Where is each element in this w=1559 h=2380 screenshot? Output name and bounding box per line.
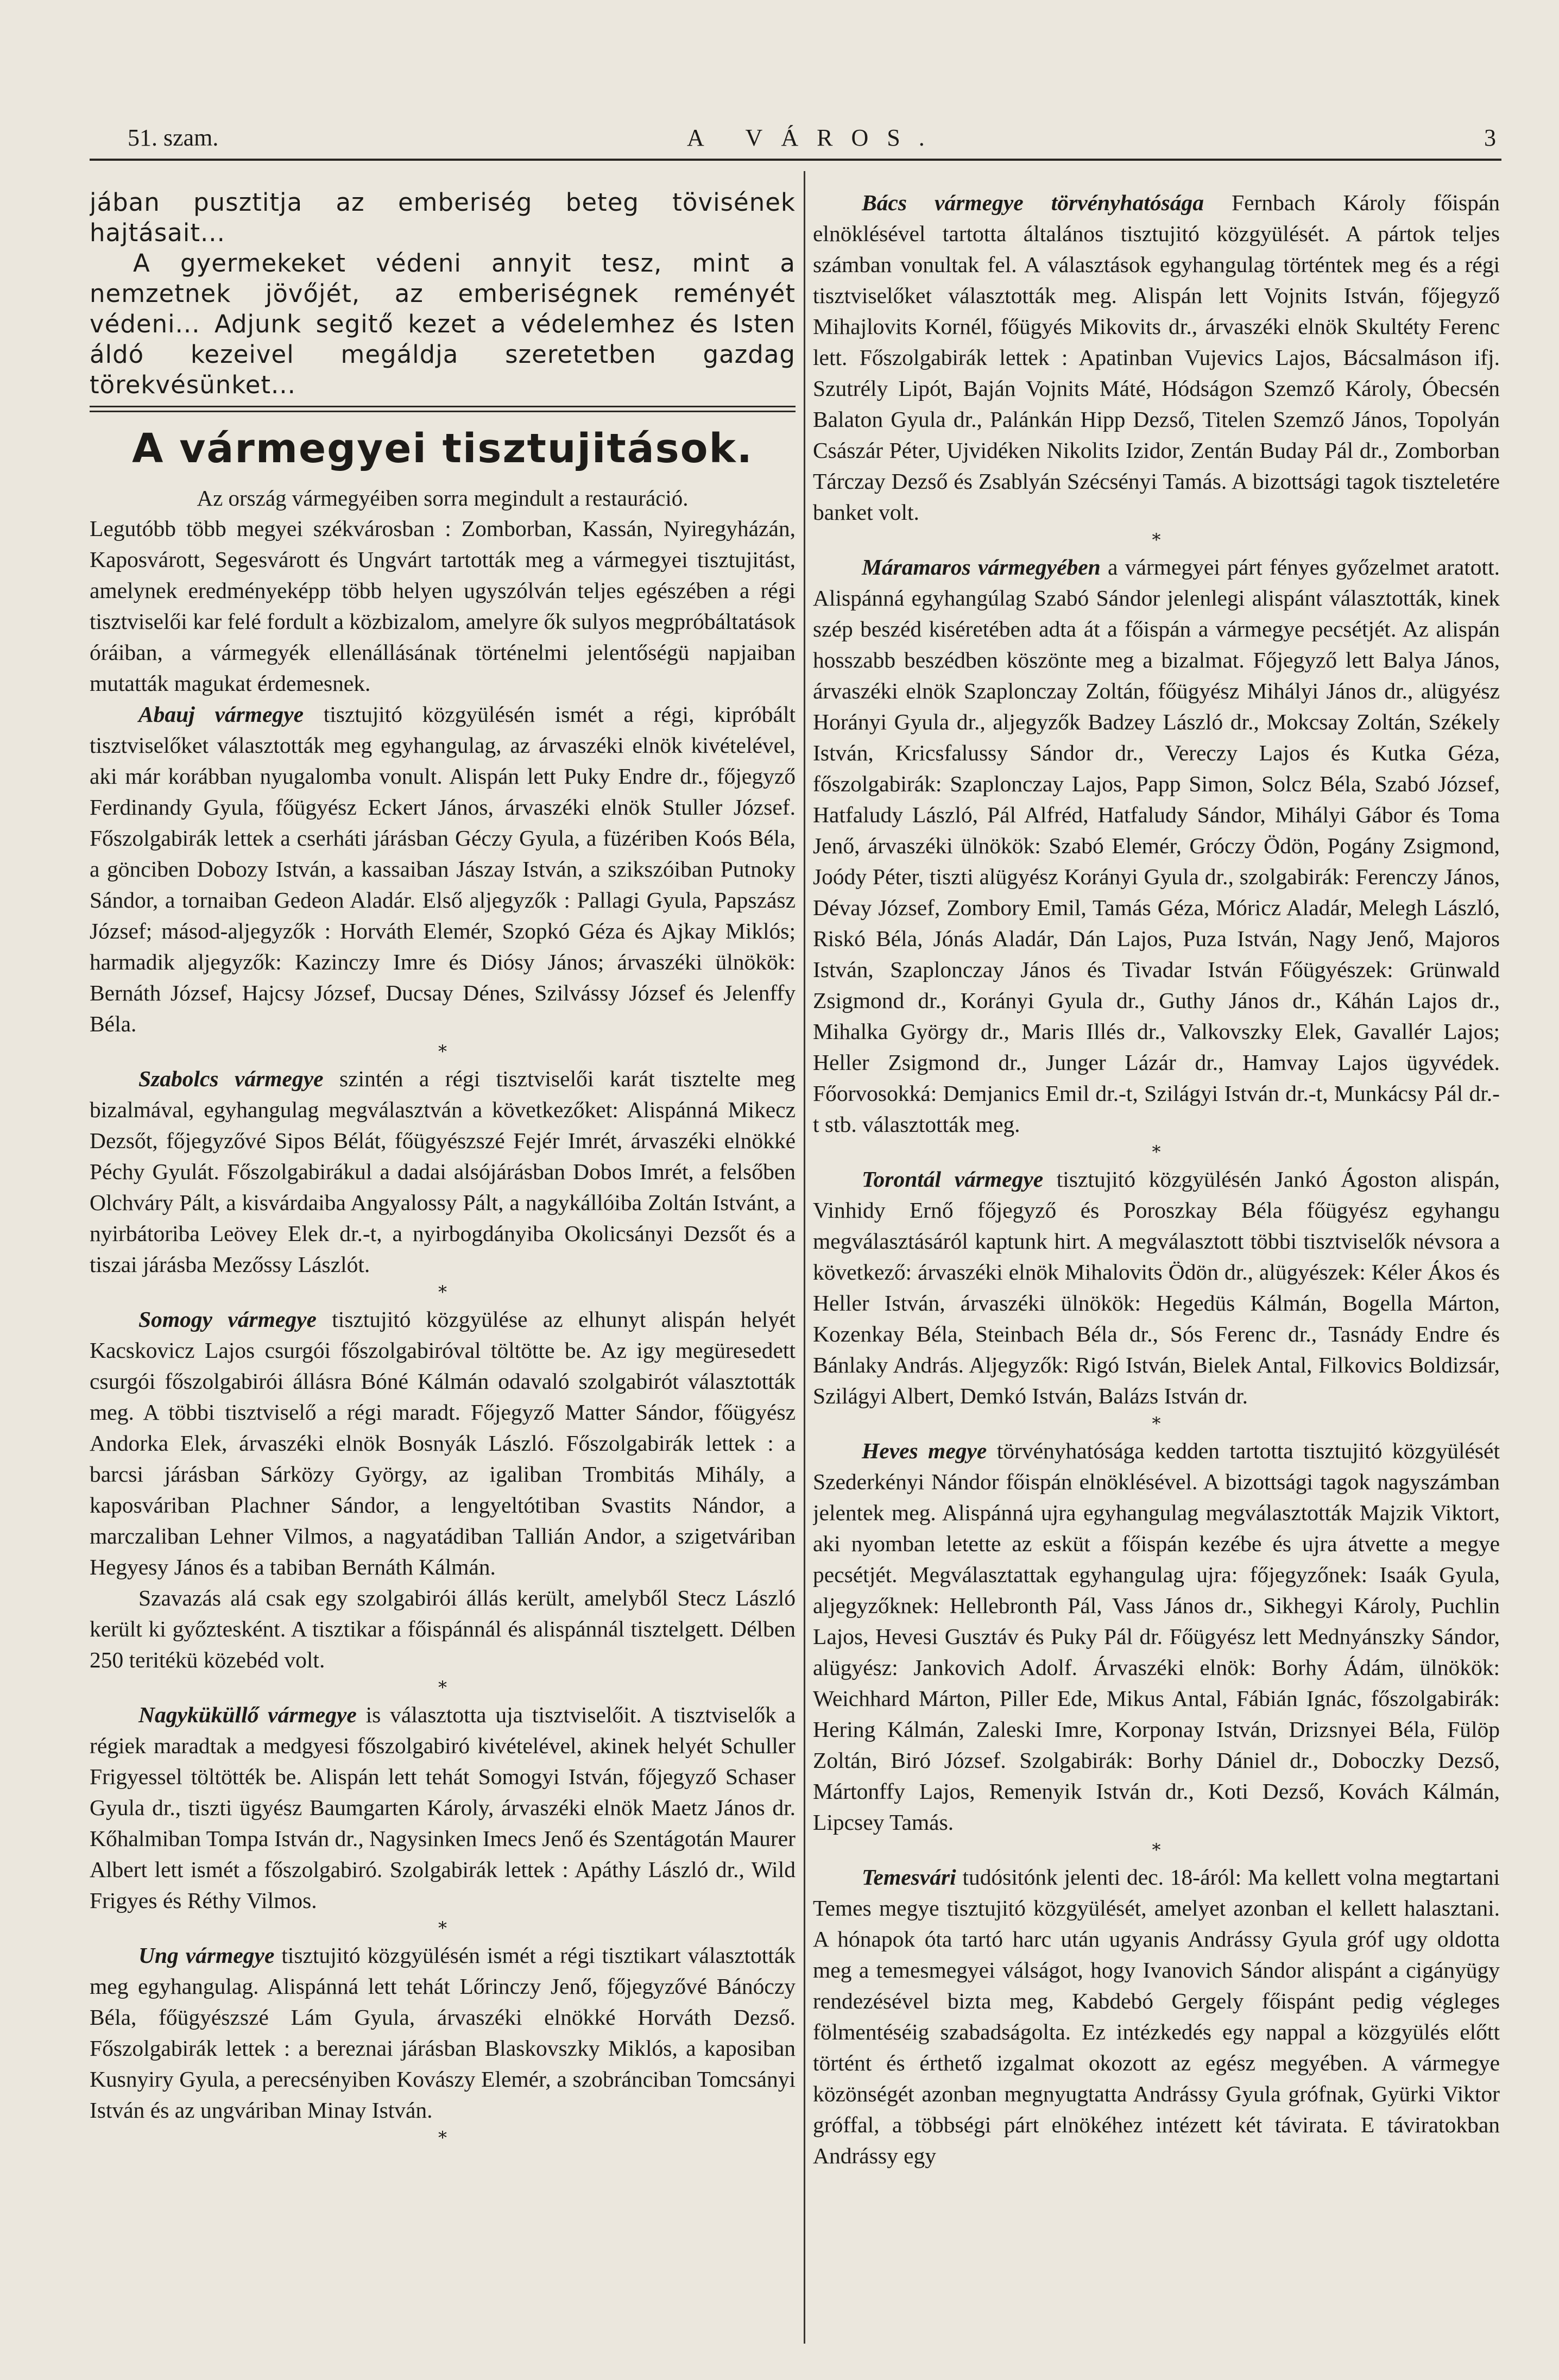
paragraph-text: Legutóbb több megyei székvárosban : Zomborban, Kassán, Nyiregyházán, Kaposvárott, Segesvárott és Ungvárt tartották meg a vármegyei tisztujitást, amelynek eredményeképp több helyen ugyszólván teljes egészében a régi tisztviselői kar felé fordult a közbizalom, amelyre ők sulyos megpróbáltatások óráiban, a vármegyék ellenállásának történelmi jelentőségü napjaiban mutatták magukat érdemesnek. <box>90 516 796 696</box>
article-paragraph <box>813 1435 1500 1838</box>
paragraph-text: tisztujitó közgyülésén ismét a régi, kipróbált tisztviselőket választották meg egyhangulag, az árvaszéki elnök kivételével, aki már korábban nyugalomba vonult. Alispán lett Puky Endre dr., főjegyző Ferdinandy Gyula, főügyész Eckert János, árvaszéki elnök Stuller József. Főszolgabirák lettek a cserháti járásban Géczy Gyula, a füzériben Koós Béla, a gönciben Dobozy István, a kassaiban Jászay István, a szikszóiban Putnoky Sándor, a tornaiban Gedeon Aladár. Első aljegyzők : Pallagi Gyula, Papszász József; másod-aljegyzők : Horváth Elemér, Szopkó Géza és Ajkay Miklós; harmadik aljegyzők: Kazinczy Imre és Diósy János; árvaszéki ülnökök: Bernáth József, Hajcsy József, Ducsay Dénes, Szilvássy József és Jelenffy Béla. <box>90 702 796 1036</box>
section-star: * <box>1152 1840 1161 1860</box>
right-column <box>813 187 1500 2354</box>
issue-number: 51. szam. <box>128 124 219 151</box>
article-paragraph <box>813 552 1500 1140</box>
section-star: * <box>1152 1142 1161 1162</box>
section-star: * <box>438 1918 447 1938</box>
page-number: 3 <box>1484 124 1496 151</box>
article-title: A vármegyei tisztujitások. <box>132 425 753 472</box>
county-name: Heves megye <box>862 1438 987 1463</box>
paragraph-text: tudósitónk jelenti dec. 18-áról: Ma kellett volna megtartani Temes megye tisztujitó közgyülését, amelyet azonban el kellett halasztani. A hónapok óta tartó harc után ugyanis Andrássy Gyula gróf ugy oldotta meg a temesmegyei válságot, hogy Ivanovich Sándor alispánt a cigányügy rendezésével bizta meg, Kabdebó Gergely főispánt pedig végleges fölmentéséig szabadságolta. Ez intézkedés egy nappal a közgyülés előtt történt és érthető izgalmat okozott az egész megyében. A vármegye közönségét azonban megnyugtatta Andrássy Gyula grófnak, Gyürki Viktor gróffal, a többségi párt elnökéhez intézett két távirata. E táviratokban Andrássy egy <box>813 1865 1500 2168</box>
article-paragraph <box>813 1164 1500 1412</box>
section-star: * <box>1152 1413 1161 1434</box>
section-star: * <box>438 1677 447 1698</box>
column-divider <box>804 171 805 2344</box>
intro-paragraph: A gyermekeket védeni annyit tesz, mint a nemzetnek jövőjét, az emberiségnek reményét védeni... Adjunk segitő kezet a védelemhez és Isten áldó kezeivel megáldja szeretetben gazdag törekvésünket... <box>90 249 796 399</box>
section-star: * <box>438 2127 447 2148</box>
county-name: Torontál vármegye <box>862 1167 1044 1192</box>
county-name: Szabolcs vármegye <box>138 1066 324 1091</box>
section-star: * <box>1152 530 1161 550</box>
article-paragraph <box>90 1063 796 1280</box>
article-paragraph <box>813 1862 1500 2171</box>
county-name: Bács vármegye törvényhatósága <box>862 190 1204 215</box>
page-header <box>90 124 1496 156</box>
section-divider <box>90 406 796 412</box>
paragraph-text: törvényhatósága kedden tartotta tisztujitó közgyülését Szederkényi Nándor főispán elnöklésével. A bizottsági tagok nagyszámban jelentek meg. Alispánná ujra egyhangulag megválasztották Majzik Viktort, aki nyomban letette az esküt a főispán kezébe és ujra átvette a megye pecsétjét. Megválasztattak egyhangulag ujra: főjegyzőnek: Isaák Gyula, aljegyzőknek: Hellebronth Pál, Vass János dr., Sikhegyi Károly, Puchlin Lajos, Hevesi Gusztáv és Puky Pál dr. Főügyész lett Mednyánszky Sándor, alügyész: Jankovich Adolf. Árvaszéki elnök: Borhy Ádám, ülnökök: Weichhard Márton, Piller Ede, Mikus Antal, Fábián Ignác, főszolgabirák: Hering Kálmán, Zaleski Imre, Korponay István, Drizsnyei Béla, Fülöp Zoltán, Biró József. Szolgabirák: Borhy Dániel dr., Doboczky Dezső, Mártonffy Lajos, Remenyik István dr., Koti Dezső, Kovách Kálmán, Lipcsey Tamás. <box>813 1438 1500 1835</box>
county-name: Somogy vármegye <box>138 1307 317 1332</box>
masthead-title: A VÁROS. <box>687 124 943 151</box>
paragraph-text: tisztujitó közgyülésén ismét a régi tisztikart választották meg egyhangulag. Alispánná lett tehát Lőrinczy Jenő, főjegyzővé Bánóczy Béla, főügyészszé Lám Gyula, árvaszéki elnökké Horváth Dezső. Főszolgabirák lettek : a bereznai járásban Blaskovszky Miklós, a kaposiban Kusnyiry Gyula, a perecsényiben Kovászy Elemér, a szobránciban Tomcsányi István és az ungváriban Minay István. <box>90 1943 796 2123</box>
county-name: Ung vármegye <box>138 1943 275 1968</box>
paragraph-text: tisztujitó közgyülésén Jankó Ágoston alispán, Vinhidy Ernő főjegyző és Poroszkay Béla főügyész egyhangu megválasztásáról kaptunk hirt. A megválasztott többi tisztviselők névsora a következő: árvaszéki elnök Mihalovits Ödön dr., alügyészek: Kéler Ákos és Heller István, árvaszéki ülnökök: Hegedüs Kálmán, Bogella Márton, Kozenkay Béla, Steinbach Béla dr., Sós Ferenc dr., Tasnády Endre és Bánlaky András. Aljegyzők: Rigó István, Bielek Antal, Filkovics Boldizsár, Szilágyi Albert, Demkó István, Balázs István dr. <box>813 1167 1500 1408</box>
section-star: * <box>438 1041 447 1062</box>
paragraph-text: Szavazás alá csak egy szolgabirói állás került, amelyből Stecz László került ki győztesként. A tisztikar a főispánnál és alispánnál tisztelgett. Délben 250 teritékü közebéd volt. <box>90 1585 796 1672</box>
paragraph-text: szintén a régi tisztviselői karát tisztelte meg bizalmával, egyhangulag megválasztván a következőket: Alispánná Mikecz Dezsőt, főjegyzővé Sipos Bélát, főügyészszé Fejér Imrét, árvaszéki elnökké Péchy Gyulát. Főszolgabirákul a dadai alsójárásban Dobos Imrét, a felsőben Olchváry Pált, a kisvárdaiba Angyalossy Pált, a nagykállóiba Zoltán Istvánt, a nyirbátoriba Leövey Elek dr.-t, a nyirbogdányiba Okolicsányi Dezsőt és a tiszai járásba Mezőssy Lászlót. <box>90 1066 796 1277</box>
county-name: Nagyküküllő vármegye <box>138 1702 357 1727</box>
county-name: Temesvári <box>862 1865 956 1890</box>
paragraph-text: is választotta uja tisztviselőit. A tisztviselők a régiek maradtak a medgyesi főszolgabiró kivételével, akinek helyét Schuller Frigyessel töltötték be. Alispán lett tehát Somogyi István, főjegyző Schaser Gyula dr., tiszti ügyész Baumgarten Károly, árvaszéki elnök Maetz János dr. Kőhalmiban Tompa István dr., Nagysinken Imecs Jenő és Szentágotán Maurer Albert lett ismét a főszolgabiró. Szolgabirák lettek : Apáthy László dr., Wild Frigyes és Réthy Vilmos. <box>90 1702 796 1913</box>
intro-paragraph: jában pusztitja az emberiség beteg tövisének hajtásait... <box>90 188 796 247</box>
article-lead: Az ország vármegyéiben sorra megindult a restauráció. <box>197 486 689 511</box>
article-paragraph <box>90 513 796 699</box>
article-paragraph <box>90 1304 796 1583</box>
section-star: * <box>438 1282 447 1302</box>
paragraph-text: Fernbach Károly főispán elnöklésével tartotta általános tisztujitó közgyülését. A pártok teljes számban vonultak fel. A választások egyhangulag történtek meg és a régi tisztviselőket választották meg. Alispán lett Vojnits István, főjegyző Mihajlovits Kornél, főügyés Mikovits dr., árvaszéki elnök Skultéty Ferenc lett. Főszolgabirák lettek : Apatinban Vujevics Lajos, Bácsalmáson ifj. Szutrély Lipót, Baján Vojnits Máté, Hódságon Szemző Károly, Óbecsén Balaton Gyula dr., Palánkán Hipp Dezső, Titelen Szemző János, Topolyán Császár Péter, Ujvidéken Nikolits Izidor, Zentán Buday Pál dr., Zomborban Tárczay Dezső és Zsablyán Szécsényi Tamás. A bizottsági tagok tiszteletére banket volt. <box>813 190 1500 525</box>
article-paragraph <box>813 187 1500 528</box>
article-paragraph <box>90 1699 796 1916</box>
paragraph-text: tisztujitó közgyülése az elhunyt alispán helyét Kacskovicz Lajos csurgói főszolgabiróval töltötte be. Az igy megüresedett csurgói főszolgabirói állásra Bóné Kálmán odavaló szolgabirót választották meg. A többi tisztviselő a régi maradt. Főjegyző Matter Sándor, főügyész Andorka Elek, árvaszéki elnök Bosnyák László. Főszolgabirák lettek : a barcsi járásban Sárközy György, az igaliban Trombitás Mihály, a kaposváriban Plachner Sándor, a lengyeltótiban Svastits Nándor, a marczaliban Lehner Vilmos, a nagyatádiban Tallián Andor, a szigetváriban Hegyesy János és a tabiban Bernáth Kálmán. <box>90 1307 796 1579</box>
county-name: Máramaros vármegyében <box>862 555 1101 580</box>
county-name: Abauj vármegye <box>138 702 304 727</box>
header-rule <box>90 159 1501 161</box>
left-column <box>90 187 796 2354</box>
article-paragraph <box>90 1583 796 1676</box>
paragraph-text: a vármegyei párt fényes győzelmet aratott. Alispánná egyhangúlag Szabó Sándor jelenlegi alispánt választották, kinek szép beszéd kiséretében adta át a főispán a vármegye pecsétjét. Az alispán hosszabb beszédben köszönte meg a bizalmat. Főjegyző lett Balya János, árvaszéki elnök Szaplonczay Zoltán, főügyész Mihályi János dr., alügyész Horányi Gyula dr., aljegyzők Badzey László dr., Mokcsay Zoltán, Székely István, Kricsfalussy Sándor dr., Vereczy Lajos és Kutka Géza, főszolgabirák: Szaplonczay Lajos, Papp Simon, Solcz Béla, Szabó József, Hatfaludy László, Pál Alfréd, Hatfaludy Sándor, Mihályi Gábor és Toma Jenő, árvaszéki ülnökök: Szabó Elemér, Gróczy Ödön, Pogány Zsigmond, Joódy Péter, tiszti alügyész Korányi Gyula dr., szolgabirák: Ferenczy János, Dévay József, Zombory Emil, Tamás Géza, Móricz Aladár, Melegh László, Riskó Béla, Jónás Aladár, Dán Lajos, Puza István, Nagy Jenő, Majoros István, Szaplonczay János és Tivadar István Főügyészek: Grünwald Zsigmond dr., Korányi Gyula dr., Guthy János dr., Káhán Lajos dr., Mihalka György dr., Maris Illés dr., Valkovszky Elek, Gavallér Lajos; Heller Zsigmond dr., Junger Lázár dr., Hamvay Lajos ügyvédek. Főorvosokká: Demjanics Emil dr.-t, Szilágyi István dr.-t, Munkácsy Pál dr.-t stb. választották meg. <box>813 555 1500 1137</box>
article-paragraph <box>90 1940 796 2126</box>
article-paragraph <box>90 699 796 1040</box>
